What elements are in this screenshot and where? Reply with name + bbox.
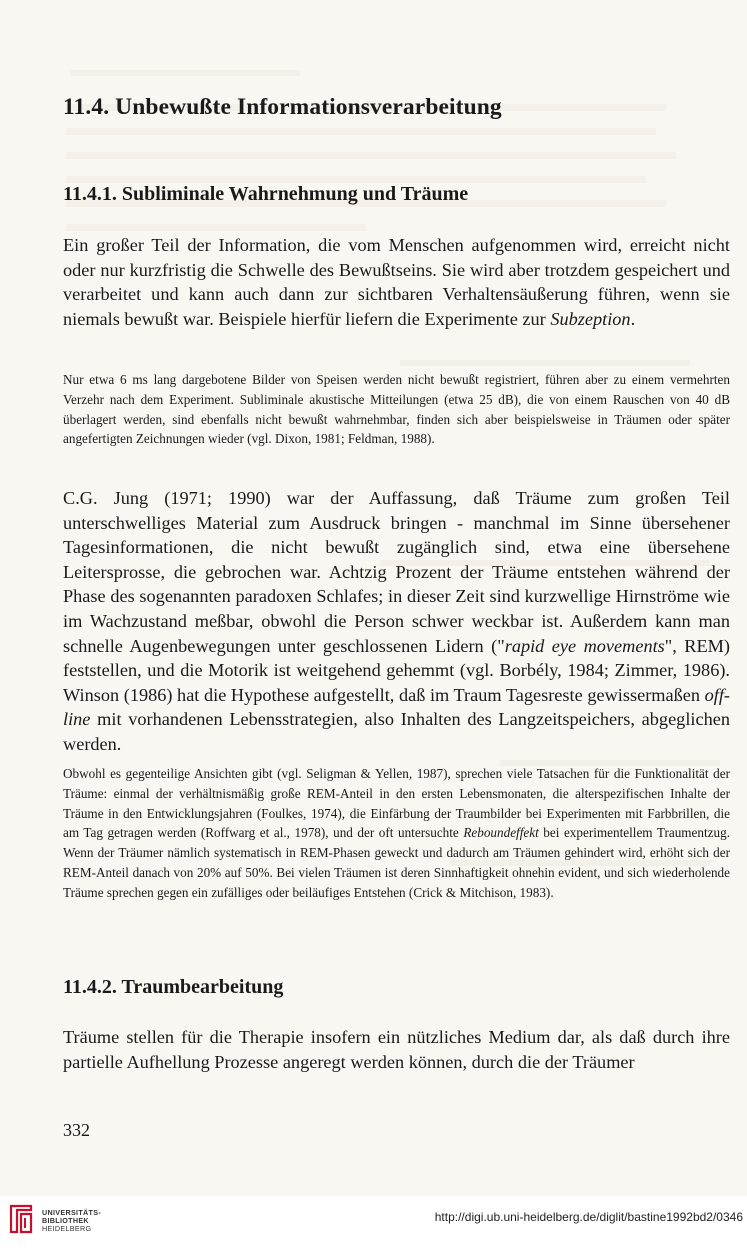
emphasis-reboundeffekt: Reboundeffekt xyxy=(463,825,539,841)
paragraph-end: . xyxy=(630,308,636,329)
note-dream-functionality xyxy=(63,764,730,903)
emphasis-rapid-eye-movements: rapid eye movements xyxy=(504,635,665,656)
source-url-link[interactable]: http://digi.ub.uni-heidelberg.de/diglit/bastine1992bd2/0346 xyxy=(434,1210,743,1224)
paragraph-text: Ein großer Teil der Information, die vom Menschen aufgenommen wird, erreicht nicht oder nur kurzfristig die Schwelle des Bewußtseins. Sie wird aber trotzdem gespeichert und verarbeitet und kann auch dann zur sichtbaren Verhaltensäußerung führen, wenn sie niemals bewußt war. Beispiele hierfür liefern die Experimente zur xyxy=(63,235,730,329)
note-text: Obwohl es gegenteilige Ansichten gibt (vgl. Seligman & Yellen, 1987), sprechen viele Tatsachen für die Funktionalität der Träume: einmal der verhältnismäßig große REM-Anteil in den ersten Lebensmonaten, die alterspezifischen Inhalte der Träume in den Entwicklungsjahren (Foulkes, 1974), die Einfärbung der Traumbilder bei Experimenten mit Farbbrillen, die am Tag getragen werden (Roffwarg et al., 1978), und der oft untersuchte xyxy=(63,766,730,841)
paragraph-traumbearbeitung: Träume stellen für die Therapie insofern ein nützliches Medium dar, als daß durch ihre partielle Aufhellung Prozesse angeregt werden können, durch die der Träumer xyxy=(63,1027,730,1072)
paragraph-text: ", REM) feststellen, und die Motorik ist weitgehend gehemmt (vgl. Borbély, 1984; Zimmer, 1986). Winson (1986) hat die Hypothese aufgestellt, daß im Traum Tagesreste gewissermaßen xyxy=(63,635,730,705)
chapter-heading: 11.4. Unbewußte Informationsverarbeitung xyxy=(63,94,502,120)
library-logo-icon xyxy=(8,1204,34,1234)
paragraph-text: C.G. Jung (1971; 1990) war der Auffassung, daß Träume zum großen Teil unterschwelliges Material zum Ausdruck bringen - manchmal im Sinne übersehener Tagesinformationen, die nicht bewußt zugänglich sind, etwa eine übersehene Leitersprosse, die gebrochen war. Achtzig Prozent der Träume entstehen während der Phase des sogenannten paradoxen Schlafes; in dieser Zeit sind kurzwellige Hirnströme wie im Wachzustand meßbar, obwohl die Person schwer weckbar ist. Außerdem kann man schnelle Augenbewegungen unter geschlossenen Lidern (" xyxy=(63,488,730,656)
section-heading-traumbearbeitung: 11.4.2. Traumbearbeitung xyxy=(63,976,284,998)
paragraph-subliminal-intro xyxy=(63,233,730,331)
library-name xyxy=(42,1209,101,1234)
library-name-line: BIBLIOTHEK xyxy=(42,1216,89,1226)
note-text: bei experimentellem Traumentzug. Wenn der Träumer nämlich systematisch in REM-Phasen geweckt und dadurch am Träumen gehindert wird, erhöht sich der REM-Anteil danach von 20% auf 50%. Bei vielen Träumen ist deren Sinnhaftigkeit ohnehin evident, und sich wiederholende Träume sprechen gegen ein zufälliges oder beiläufiges Entstehen (Crick & Mitchison, 1983). xyxy=(63,825,730,900)
emphasis-off-line: off-line xyxy=(63,684,730,730)
library-name-line: UNIVERSITÄTS- xyxy=(42,1208,102,1217)
paragraph-text: mit vorhandenen Lebensstrategien, also Inhalten des Langzeitspeichers, abgeglichen werden. xyxy=(63,709,730,754)
page-number: 332 xyxy=(63,1120,90,1140)
emphasis-subzeption: Subzeption xyxy=(550,308,631,329)
library-name-line: HEIDELBERG xyxy=(42,1224,92,1234)
paragraph-jung-dreams xyxy=(63,486,730,757)
digitization-footer xyxy=(0,1196,747,1255)
note-subliminal-examples: Nur etwa 6 ms lang dargebotene Bilder von Speisen werden nicht bewußt registriert, führen aber zu einem vermehrten Verzehr nach dem Experiment. Subliminale akustische Mitteilungen (etwa 25 dB), die von einem Rauschen von 40 dB überlagert werden, sind ebenfalls nicht bewußt wahrnehmbar, finden sich aber beispielsweise in Träumen oder später angefertigten Zeichnungen wieder (vgl. Dixon, 1981; Feldman, 1988). xyxy=(63,372,730,447)
section-heading-subliminal: 11.4.1. Subliminale Wahrnehmung und Träume xyxy=(63,183,469,205)
